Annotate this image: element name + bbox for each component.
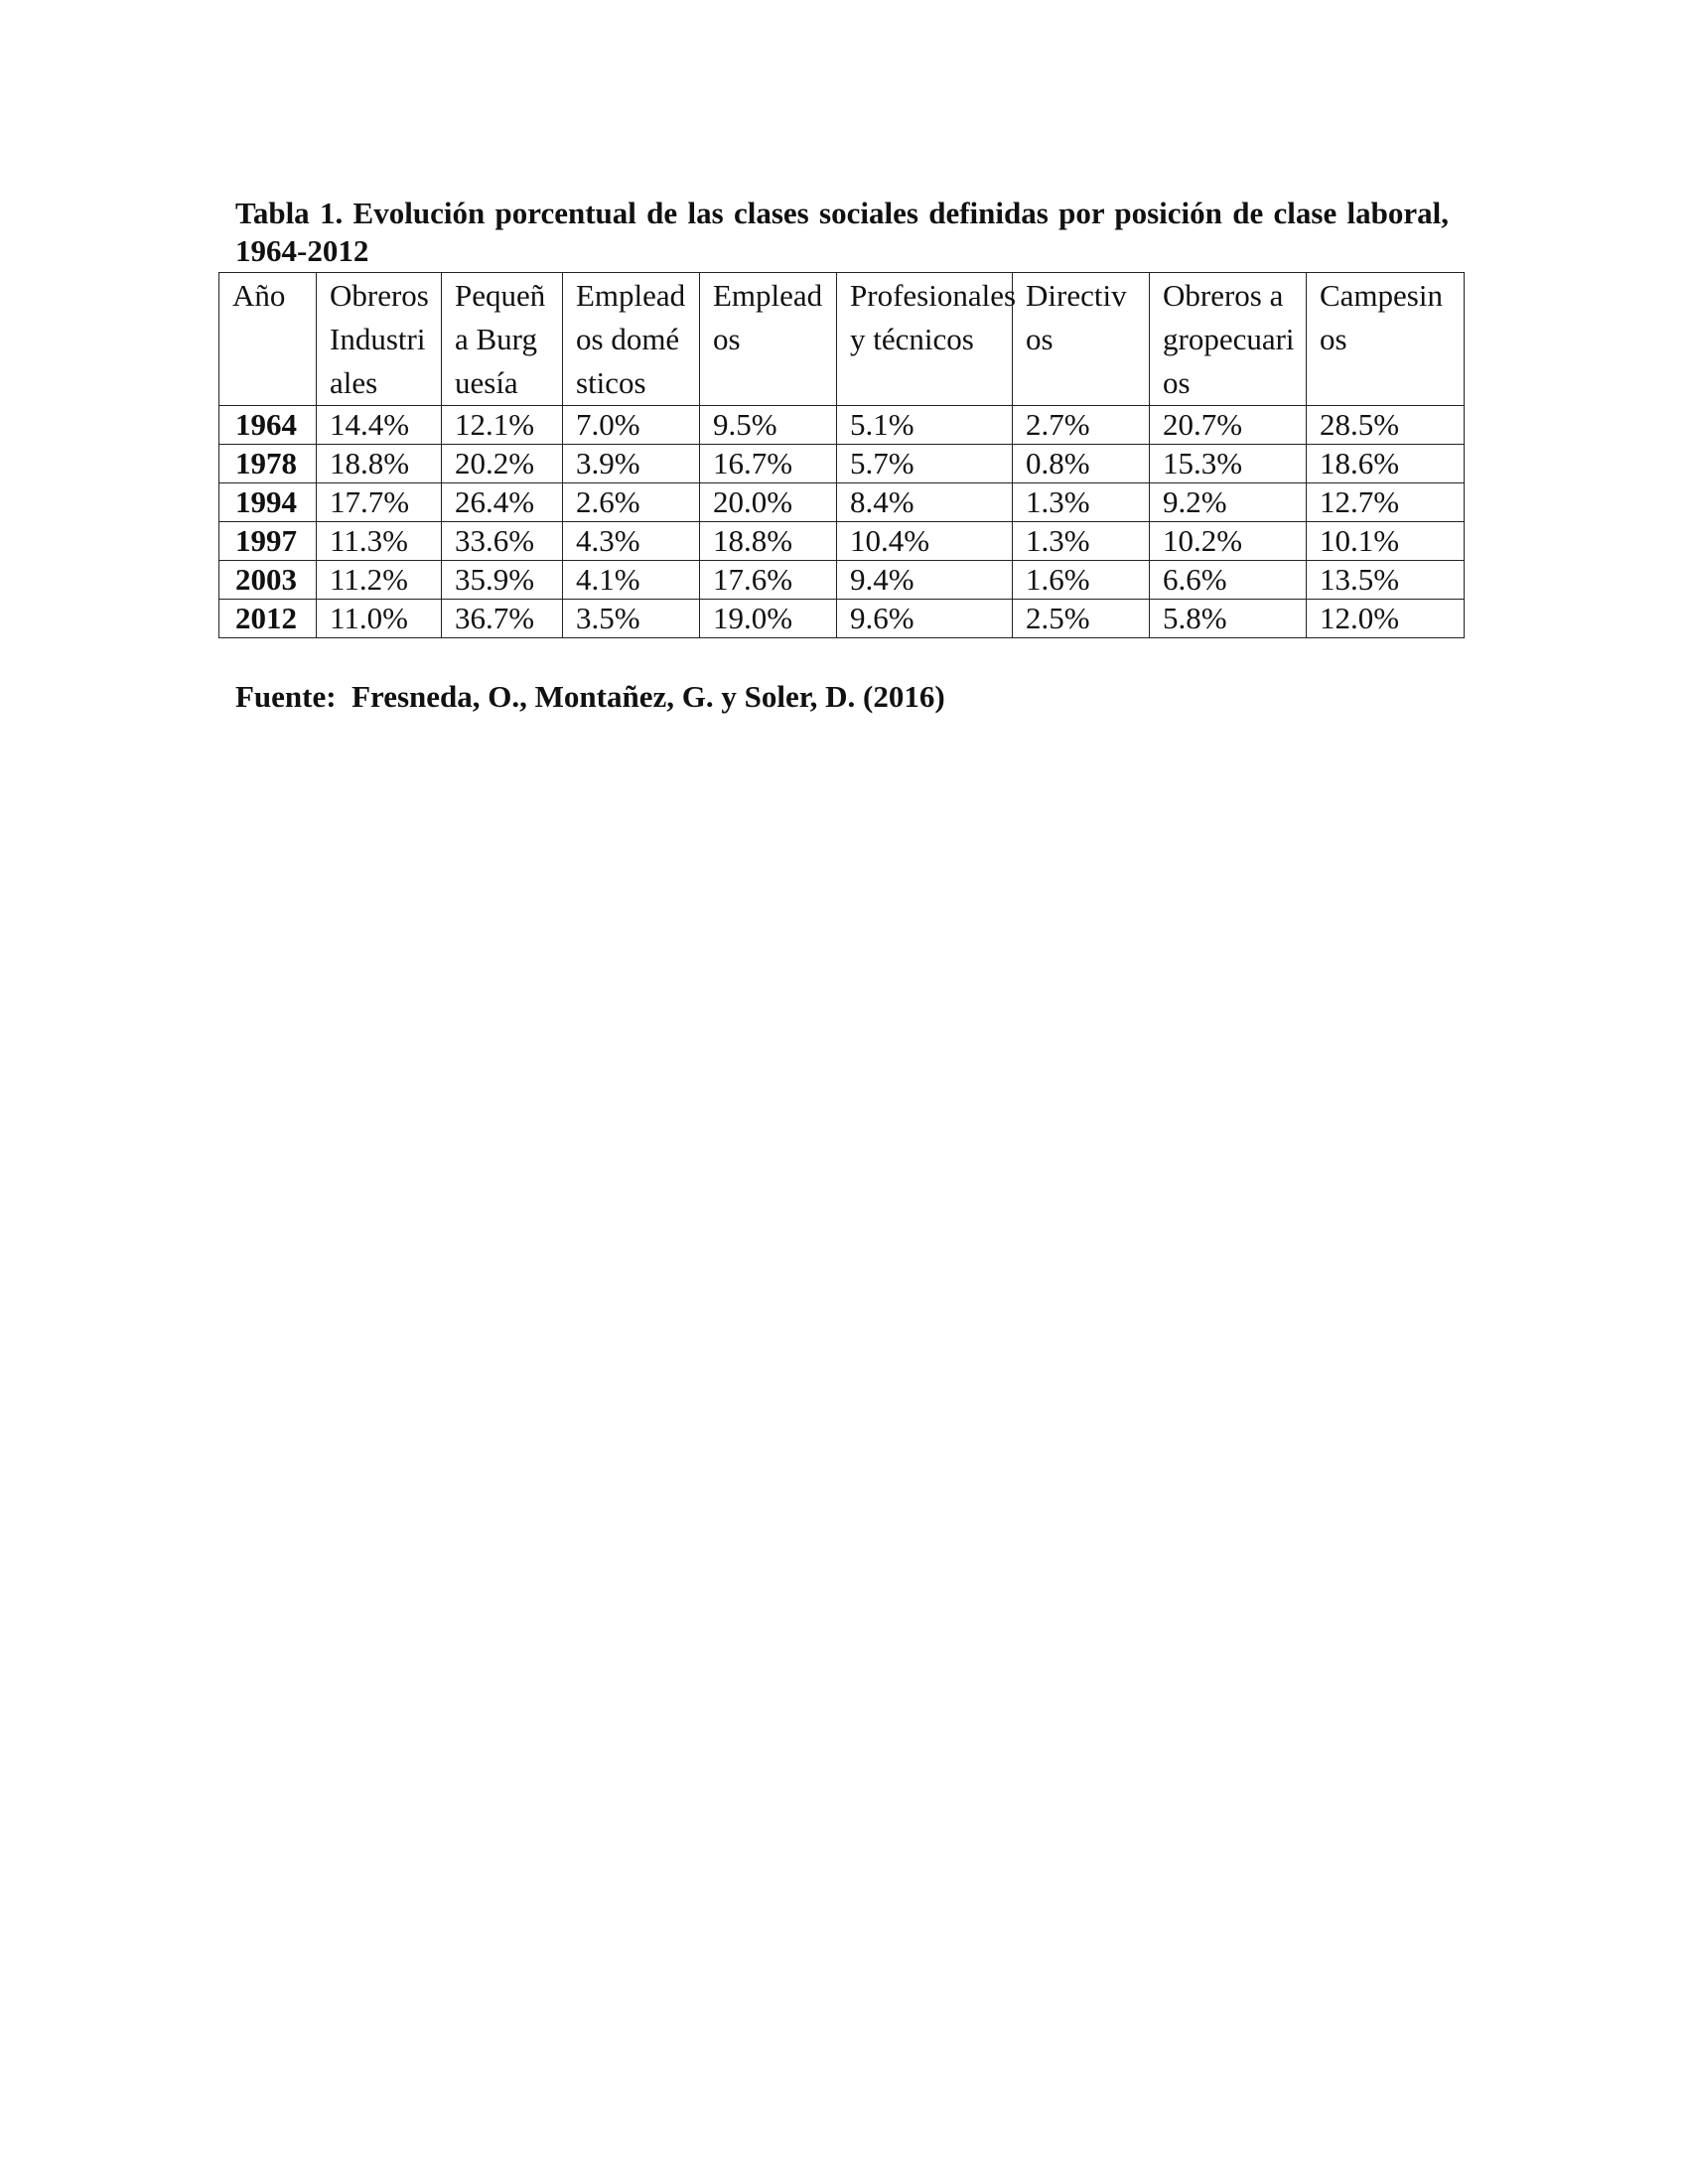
header-cell-year: Año [219,273,317,406]
percent-cell: 2.5% [1013,600,1150,638]
percent-cell: 10.4% [837,522,1013,561]
table-row [219,600,1465,638]
year-cell: 2012 [219,600,317,638]
percent-cell: 15.3% [1150,445,1307,483]
header-cell-professionals: Profesionales y técnicos [837,273,1013,406]
table-row [219,483,1465,522]
percent-cell: 8.4% [837,483,1013,522]
header-cell-industrial-workers: Obreros Industriales [317,273,442,406]
percent-cell: 3.9% [563,445,700,483]
table-header-row [219,273,1465,406]
percent-cell: 19.0% [700,600,837,638]
table-row [219,561,1465,600]
percent-cell: 1.3% [1013,522,1150,561]
percent-cell: 4.1% [563,561,700,600]
percent-cell: 4.3% [563,522,700,561]
percent-cell: 9.2% [1150,483,1307,522]
percent-cell: 5.7% [837,445,1013,483]
percent-cell: 33.6% [442,522,563,561]
year-cell: 1997 [219,522,317,561]
year-cell: 1978 [219,445,317,483]
percent-cell: 36.7% [442,600,563,638]
percent-cell: 16.7% [700,445,837,483]
percent-cell: 9.5% [700,406,837,445]
percent-cell: 20.0% [700,483,837,522]
header-cell-agricultural-workers: Obreros agropecuarios [1150,273,1307,406]
percent-cell: 18.8% [700,522,837,561]
percent-cell: 2.6% [563,483,700,522]
percent-cell: 11.0% [317,600,442,638]
percent-cell: 6.6% [1150,561,1307,600]
header-cell-employees: Empleados [700,273,837,406]
percent-cell: 7.0% [563,406,700,445]
percent-cell: 14.4% [317,406,442,445]
percent-cell: 11.2% [317,561,442,600]
percent-cell: 1.6% [1013,561,1150,600]
percent-cell: 2.7% [1013,406,1150,445]
percent-cell: 12.1% [442,406,563,445]
percent-cell: 3.5% [563,600,700,638]
table-row [219,445,1465,483]
percent-cell: 10.1% [1307,522,1465,561]
percent-cell: 11.3% [317,522,442,561]
percent-cell: 20.7% [1150,406,1307,445]
percent-cell: 35.9% [442,561,563,600]
table-source: Fuente: Fresneda, O., Montañez, G. y Soler, D. (2016) [235,679,945,714]
percent-cell: 17.6% [700,561,837,600]
table-row [219,406,1465,445]
year-cell: 1994 [219,483,317,522]
social-class-table [218,272,1465,638]
percent-cell: 26.4% [442,483,563,522]
percent-cell: 13.5% [1307,561,1465,600]
percent-cell: 17.7% [317,483,442,522]
header-cell-petty-bourgeoisie: Pequeña Burguesía [442,273,563,406]
percent-cell: 5.8% [1150,600,1307,638]
percent-cell: 10.2% [1150,522,1307,561]
percent-cell: 9.6% [837,600,1013,638]
header-cell-executives: Directivos [1013,273,1150,406]
year-cell: 2003 [219,561,317,600]
percent-cell: 1.3% [1013,483,1150,522]
percent-cell: 12.0% [1307,600,1465,638]
header-cell-peasants: Campesinos [1307,273,1465,406]
table-row [219,522,1465,561]
table-body [219,406,1465,638]
table-caption: Tabla 1. Evolución porcentual de las clases sociales definidas por posición de clase laboral, 1964-2012 [235,196,1449,268]
percent-cell: 20.2% [442,445,563,483]
percent-cell: 0.8% [1013,445,1150,483]
percent-cell: 12.7% [1307,483,1465,522]
percent-cell: 18.8% [317,445,442,483]
percent-cell: 18.6% [1307,445,1465,483]
table-container [218,272,1464,638]
year-cell: 1964 [219,406,317,445]
percent-cell: 5.1% [837,406,1013,445]
percent-cell: 28.5% [1307,406,1465,445]
percent-cell: 9.4% [837,561,1013,600]
header-cell-domestic-employees: Empleados domésticos [563,273,700,406]
